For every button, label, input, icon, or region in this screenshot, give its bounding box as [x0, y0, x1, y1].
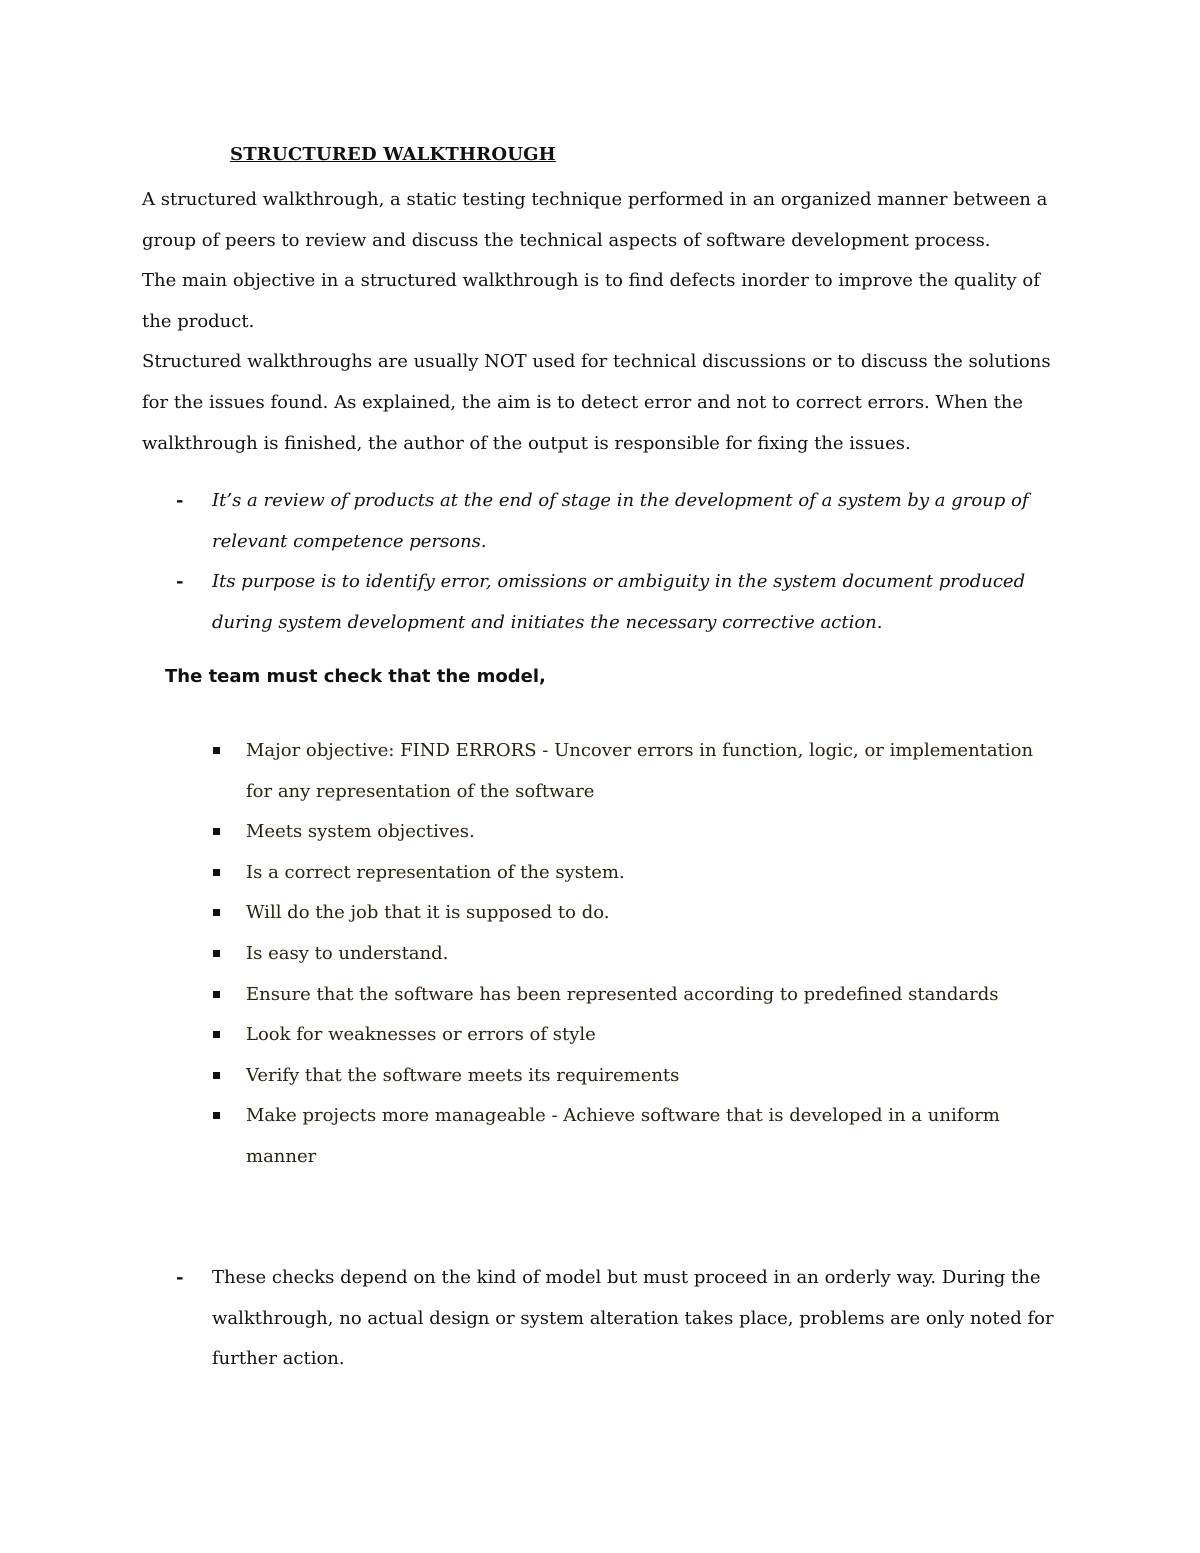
check-list-item [142, 975, 1042, 1016]
italic-dash-list [142, 481, 1072, 643]
square-bullet-icon [213, 1112, 220, 1119]
square-bullet-icon [213, 1031, 220, 1038]
check-list-item [142, 853, 1042, 894]
intro-section [142, 180, 1072, 464]
document-title: STRUCTURED WALKTHROUGH [230, 144, 556, 165]
square-bullet-icon [213, 1072, 220, 1079]
check-list-item [142, 731, 1042, 812]
check-item-text: Is a correct representation of the system. [246, 861, 625, 883]
check-item-text: Make projects more manageable - Achieve software that is developed in a uniform manner [246, 1105, 1000, 1167]
square-bullet-icon [213, 869, 220, 876]
check-item-text: Major objective: FIND ERRORS - Uncover errors in function, logic, or implementation for any representation of the software [246, 740, 1034, 802]
dash-bullet-icon: - [176, 571, 184, 593]
dash-item-text: These checks depend on the kind of model but must proceed in an orderly way. During the walkthrough, no actual design or system alteration takes place, problems are only noted for further action. [212, 1267, 1054, 1370]
check-list-item [142, 812, 1042, 853]
check-list-item [142, 1056, 1042, 1097]
square-bullet-icon [213, 828, 220, 835]
square-bullet-icon [213, 950, 220, 957]
checks-list [142, 731, 1042, 1178]
check-list-item [142, 1015, 1042, 1056]
dash-bullet-icon: - [176, 490, 184, 511]
check-item-text: Will do the job that it is supposed to do. [246, 902, 610, 924]
dash-list-item [142, 481, 1072, 562]
dash-item-text: It’s a review of products at the end of stage in the development of a system by a group of relevant competence persons. [212, 490, 1029, 552]
team-heading: The team must check that the model, [165, 666, 546, 687]
dash-bullet-icon: - [176, 1267, 184, 1288]
check-list-item [142, 893, 1042, 934]
check-item-text: Verify that the software meets its requirements [246, 1064, 680, 1086]
check-list-item [142, 1096, 1042, 1177]
check-item-text: Look for weaknesses or errors of style [246, 1024, 596, 1046]
square-bullet-icon [213, 909, 220, 916]
square-bullet-icon [213, 991, 220, 998]
final-dash-list [142, 1258, 1072, 1380]
intro-paragraph: The main objective in a structured walkthrough is to find defects inorder to improve the quality of the product. [142, 270, 1040, 332]
check-item-text: Is easy to understand. [246, 942, 449, 964]
intro-paragraph: Structured walkthroughs are usually NOT used for technical discussions or to discuss the solutions for the issues found. As explained, the aim is to detect error and not to correct errors. When the walkthrough is finished, the author of the output is responsible for fixing the issues. [142, 351, 1051, 454]
check-list-item [142, 934, 1042, 975]
square-bullet-icon [213, 747, 220, 754]
check-item-text: Ensure that the software has been represented according to predefined standards [246, 983, 999, 1005]
dash-item-text: Its purpose is to identify error, omissions or ambiguity in the system document produced during system development and initiates the necessary corrective action. [212, 571, 1026, 633]
intro-paragraph: A structured walkthrough, a static testing technique performed in an organized manner between a group of peers to review and discuss the technical aspects of software development process. [142, 189, 1048, 251]
dash-list-item [142, 562, 1072, 643]
dash-list-item [142, 1258, 1072, 1380]
check-item-text: Meets system objectives. [246, 821, 475, 843]
